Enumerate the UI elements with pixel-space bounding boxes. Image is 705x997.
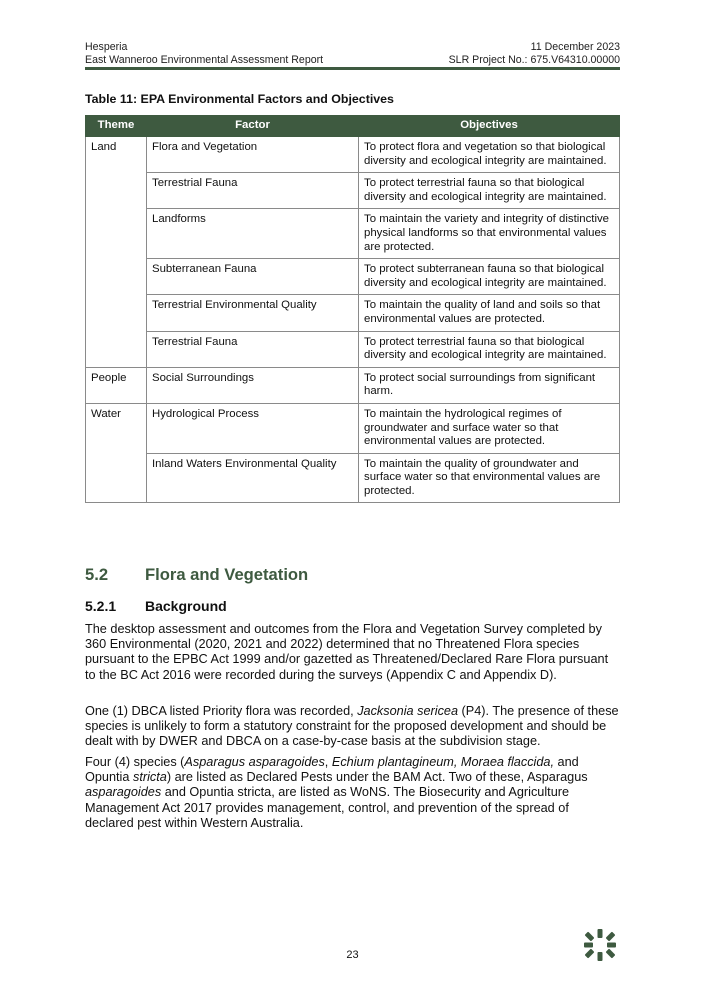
objective-cell: To protect social surroundings from significant harm.: [359, 367, 620, 403]
table-row: [86, 209, 620, 259]
table-header-row: [86, 116, 620, 137]
header-divider: [85, 67, 620, 70]
factor-cell: Terrestrial Fauna: [147, 173, 359, 209]
factor-cell: Terrestrial Fauna: [147, 331, 359, 367]
factor-cell: Subterranean Fauna: [147, 259, 359, 295]
factor-cell: Hydrological Process: [147, 403, 359, 453]
objective-cell: To protect terrestrial fauna so that biological diversity and ecological integrity are maintained.: [359, 331, 620, 367]
species-name: stricta: [132, 770, 167, 785]
factor-cell: Inland Waters Environmental Quality: [147, 453, 359, 503]
section-number: 5.2: [85, 565, 109, 584]
column-header-objectives: Objectives: [359, 116, 620, 137]
header-date: 11 December 2023: [530, 41, 620, 53]
species-name: Asparagus asparagoides: [184, 755, 325, 769]
objective-cell: To protect subterranean fauna so that biological diversity and ecological integrity are maintained.: [359, 259, 620, 295]
theme-cell-land: Land: [86, 137, 147, 368]
column-header-factor: Factor: [147, 116, 359, 137]
factor-cell: Social Surroundings: [147, 367, 359, 403]
species-name: Echium plantagineum, Moraea flaccida,: [331, 755, 555, 769]
table-row: [86, 173, 620, 209]
paragraph-priority-flora: One (1) DBCA listed Priority flora was recorded, Jacksonia sericea (P4). The presence of these species is unlikely to form a statutory constraint for the proposed development and should be dealt with by DWER and DBCA on a case-by-case basis at the subdivision stage.: [85, 704, 619, 749]
table-row: [86, 453, 620, 503]
table-row: [86, 295, 620, 331]
section-title: Flora and Vegetation: [145, 565, 309, 584]
page-number: 23: [346, 949, 359, 961]
paragraph-declared-pests: Four (4) species (Asparagus asparagoides, Echium plantagineum, Moraea flaccida, and Opuntia stricta) are listed as Declared Pests under the BAM Act. Two of these, Asparagus asparagoides and Opuntia stricta, are listed as WoNS. The Biosecurity and Agriculture Management Act 2017 provides management, control, and prevention of the spread of declared pest within Western Australia.: [85, 755, 588, 830]
subsection-title: Background: [145, 598, 227, 614]
species-name: asparagoides: [85, 785, 162, 800]
factor-cell: Landforms: [147, 209, 359, 259]
objective-cell: To maintain the quality of land and soils so that environmental values are protected.: [359, 295, 620, 331]
epa-factors-table: [85, 115, 620, 503]
theme-cell-people: People: [86, 367, 147, 403]
page-header: [85, 41, 620, 67]
objective-cell: To maintain the variety and integrity of distinctive physical landforms so that environmental values are protected.: [359, 209, 620, 259]
subsection-number: 5.2.1: [85, 598, 117, 614]
objective-cell: To protect terrestrial fauna so that biological diversity and ecological integrity are maintained.: [359, 173, 620, 209]
table-row: [86, 137, 620, 173]
paragraph-survey-outcomes: The desktop assessment and outcomes from the Flora and Vegetation Survey completed by 360 Environmental (2020, 2021 and 2022) determined that no Threatened Flora species pursuant to the EPBC Act 1999 and/or gazetted as Threatened/Declared Rare Flora pursuant to the BC Act 2016 were recorded during the surveys (Appendix C and Appendix D).: [85, 622, 609, 682]
species-name: Jacksonia sericea: [357, 704, 459, 718]
slr-logo-icon: [583, 928, 617, 962]
theme-cell-water: Water: [86, 403, 147, 503]
table-caption: Table 11: EPA Environmental Factors and Objectives: [85, 92, 394, 106]
header-client: Hesperia: [85, 41, 128, 53]
section-heading: [85, 565, 308, 585]
objective-cell: To protect flora and vegetation so that biological diversity and ecological integrity are maintained.: [359, 137, 620, 173]
factor-cell: Flora and Vegetation: [147, 137, 359, 173]
objective-cell: To maintain the hydrological regimes of groundwater and surface water so that environmental values are protected.: [359, 403, 620, 453]
table-row: [86, 331, 620, 367]
table-row: [86, 403, 620, 453]
factor-cell: Terrestrial Environmental Quality: [147, 295, 359, 331]
table-row: [86, 367, 620, 403]
header-report-title: East Wanneroo Environmental Assessment Report: [85, 54, 324, 66]
objective-cell: To maintain the quality of groundwater and surface water so that environmental values are protected.: [359, 453, 620, 503]
table-row: [86, 259, 620, 295]
subsection-heading: [85, 598, 227, 614]
column-header-theme: Theme: [86, 116, 147, 137]
header-project-number: SLR Project No.: 675.V64310.00000: [448, 54, 620, 66]
